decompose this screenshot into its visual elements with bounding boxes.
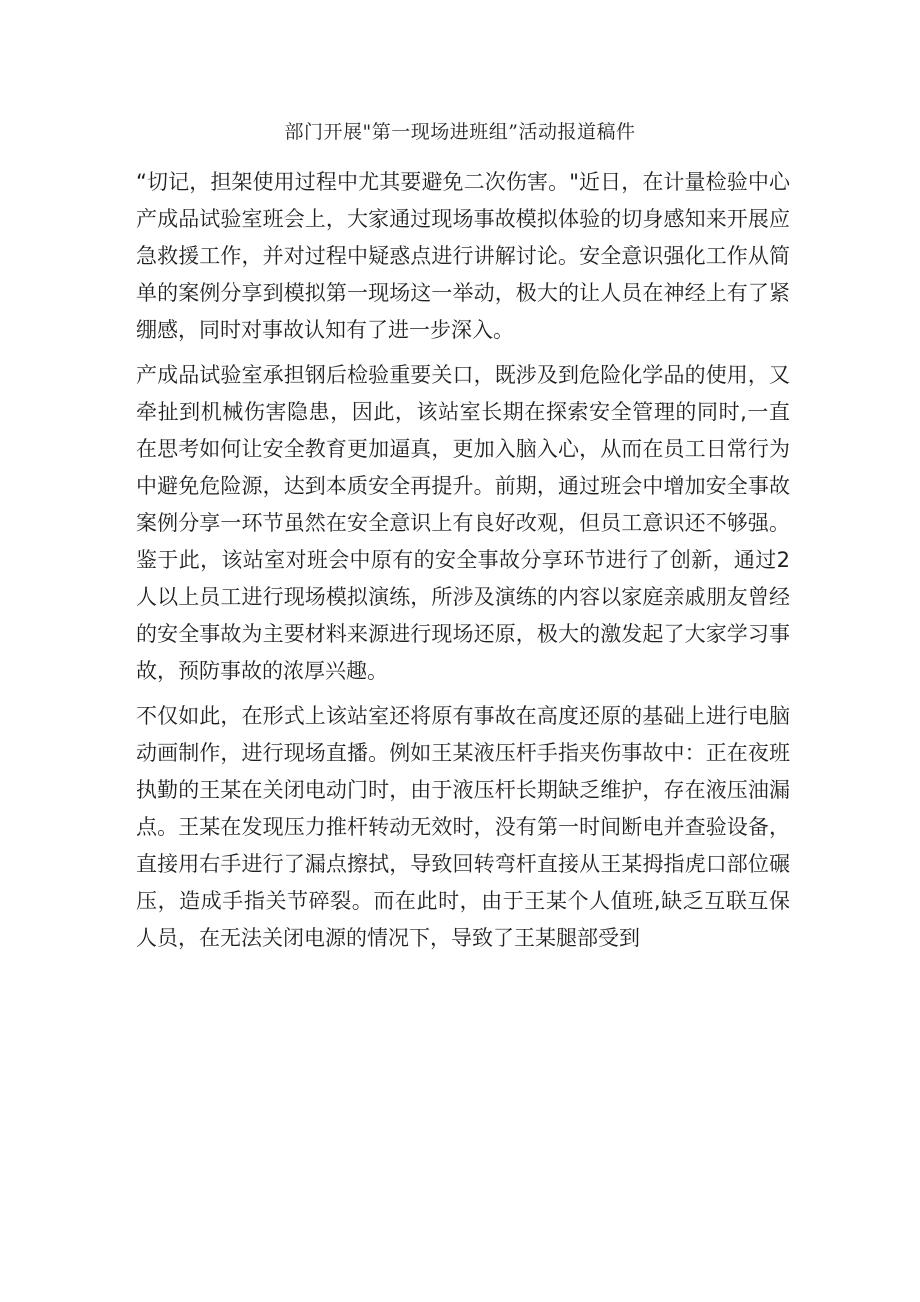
paragraph-2: 产成品试验室承担钢后检验重要关口，既涉及到危险化学品的使用，又牵扯到机械伤害隐患，因此，该站室长期在探索安全管理的同时,一直在思考如何让安全教育更加逼真，更加入脑入心，从而在员工日常行为中避免危险源，达到本质安全再提升。前期，通过班会中增加安全事故案例分享一环节虽然在安全意识上有良好改观，但员工意识还不够强。鉴于此，该站室对班会中原有的安全事故分享环节进行了创新，通过2人以上员工进行现场模拟演练，所涉及演练的内容以家庭亲戚朋友曾经的安全事故为主要材料来源进行现场还原，极大的激发起了大家学习事故，预防事故的浓厚兴趣。	[136, 363, 790, 683]
paragraph-3: 不仅如此，在形式上该站室还将原有事故在高度还原的基础上进行电脑动画制作，进行现场直播。例如王某液压杆手指夹伤事故中：正在夜班执勤的王某在关闭电动门时，由于液压杆长期缺乏维护，存在液压油漏点。王某在发现压力推杆转动无效时，没有第一时间断电并查验设备，直接用右手进行了漏点擦拭，导致回转弯杆直接从王某拇指虎口部位碾压，造成手指关节碎裂。而在此时，由于王某个人值班,缺乏互联互保人员，在无法关闭电源的情况下，导致了王某腿部受到	[136, 704, 790, 950]
paragraph-1: “切记，担架使用过程中尤其要避免二次伤害。"近日，在计量检验中心产成品试验室班会上，大家通过现场事故模拟体验的切身感知来开展应急救援工作，并对过程中疑惑点进行讲解讨论。安全意识强化工作从简单的案例分享到模拟第一现场这一举动，极大的让人员在神经上有了紧绷感，同时对事故认知有了进一步深入。	[136, 170, 790, 342]
document-title: 部门开展"第一现场进班组”活动报道稿件	[284, 121, 636, 143]
document-body	[136, 164, 790, 965]
